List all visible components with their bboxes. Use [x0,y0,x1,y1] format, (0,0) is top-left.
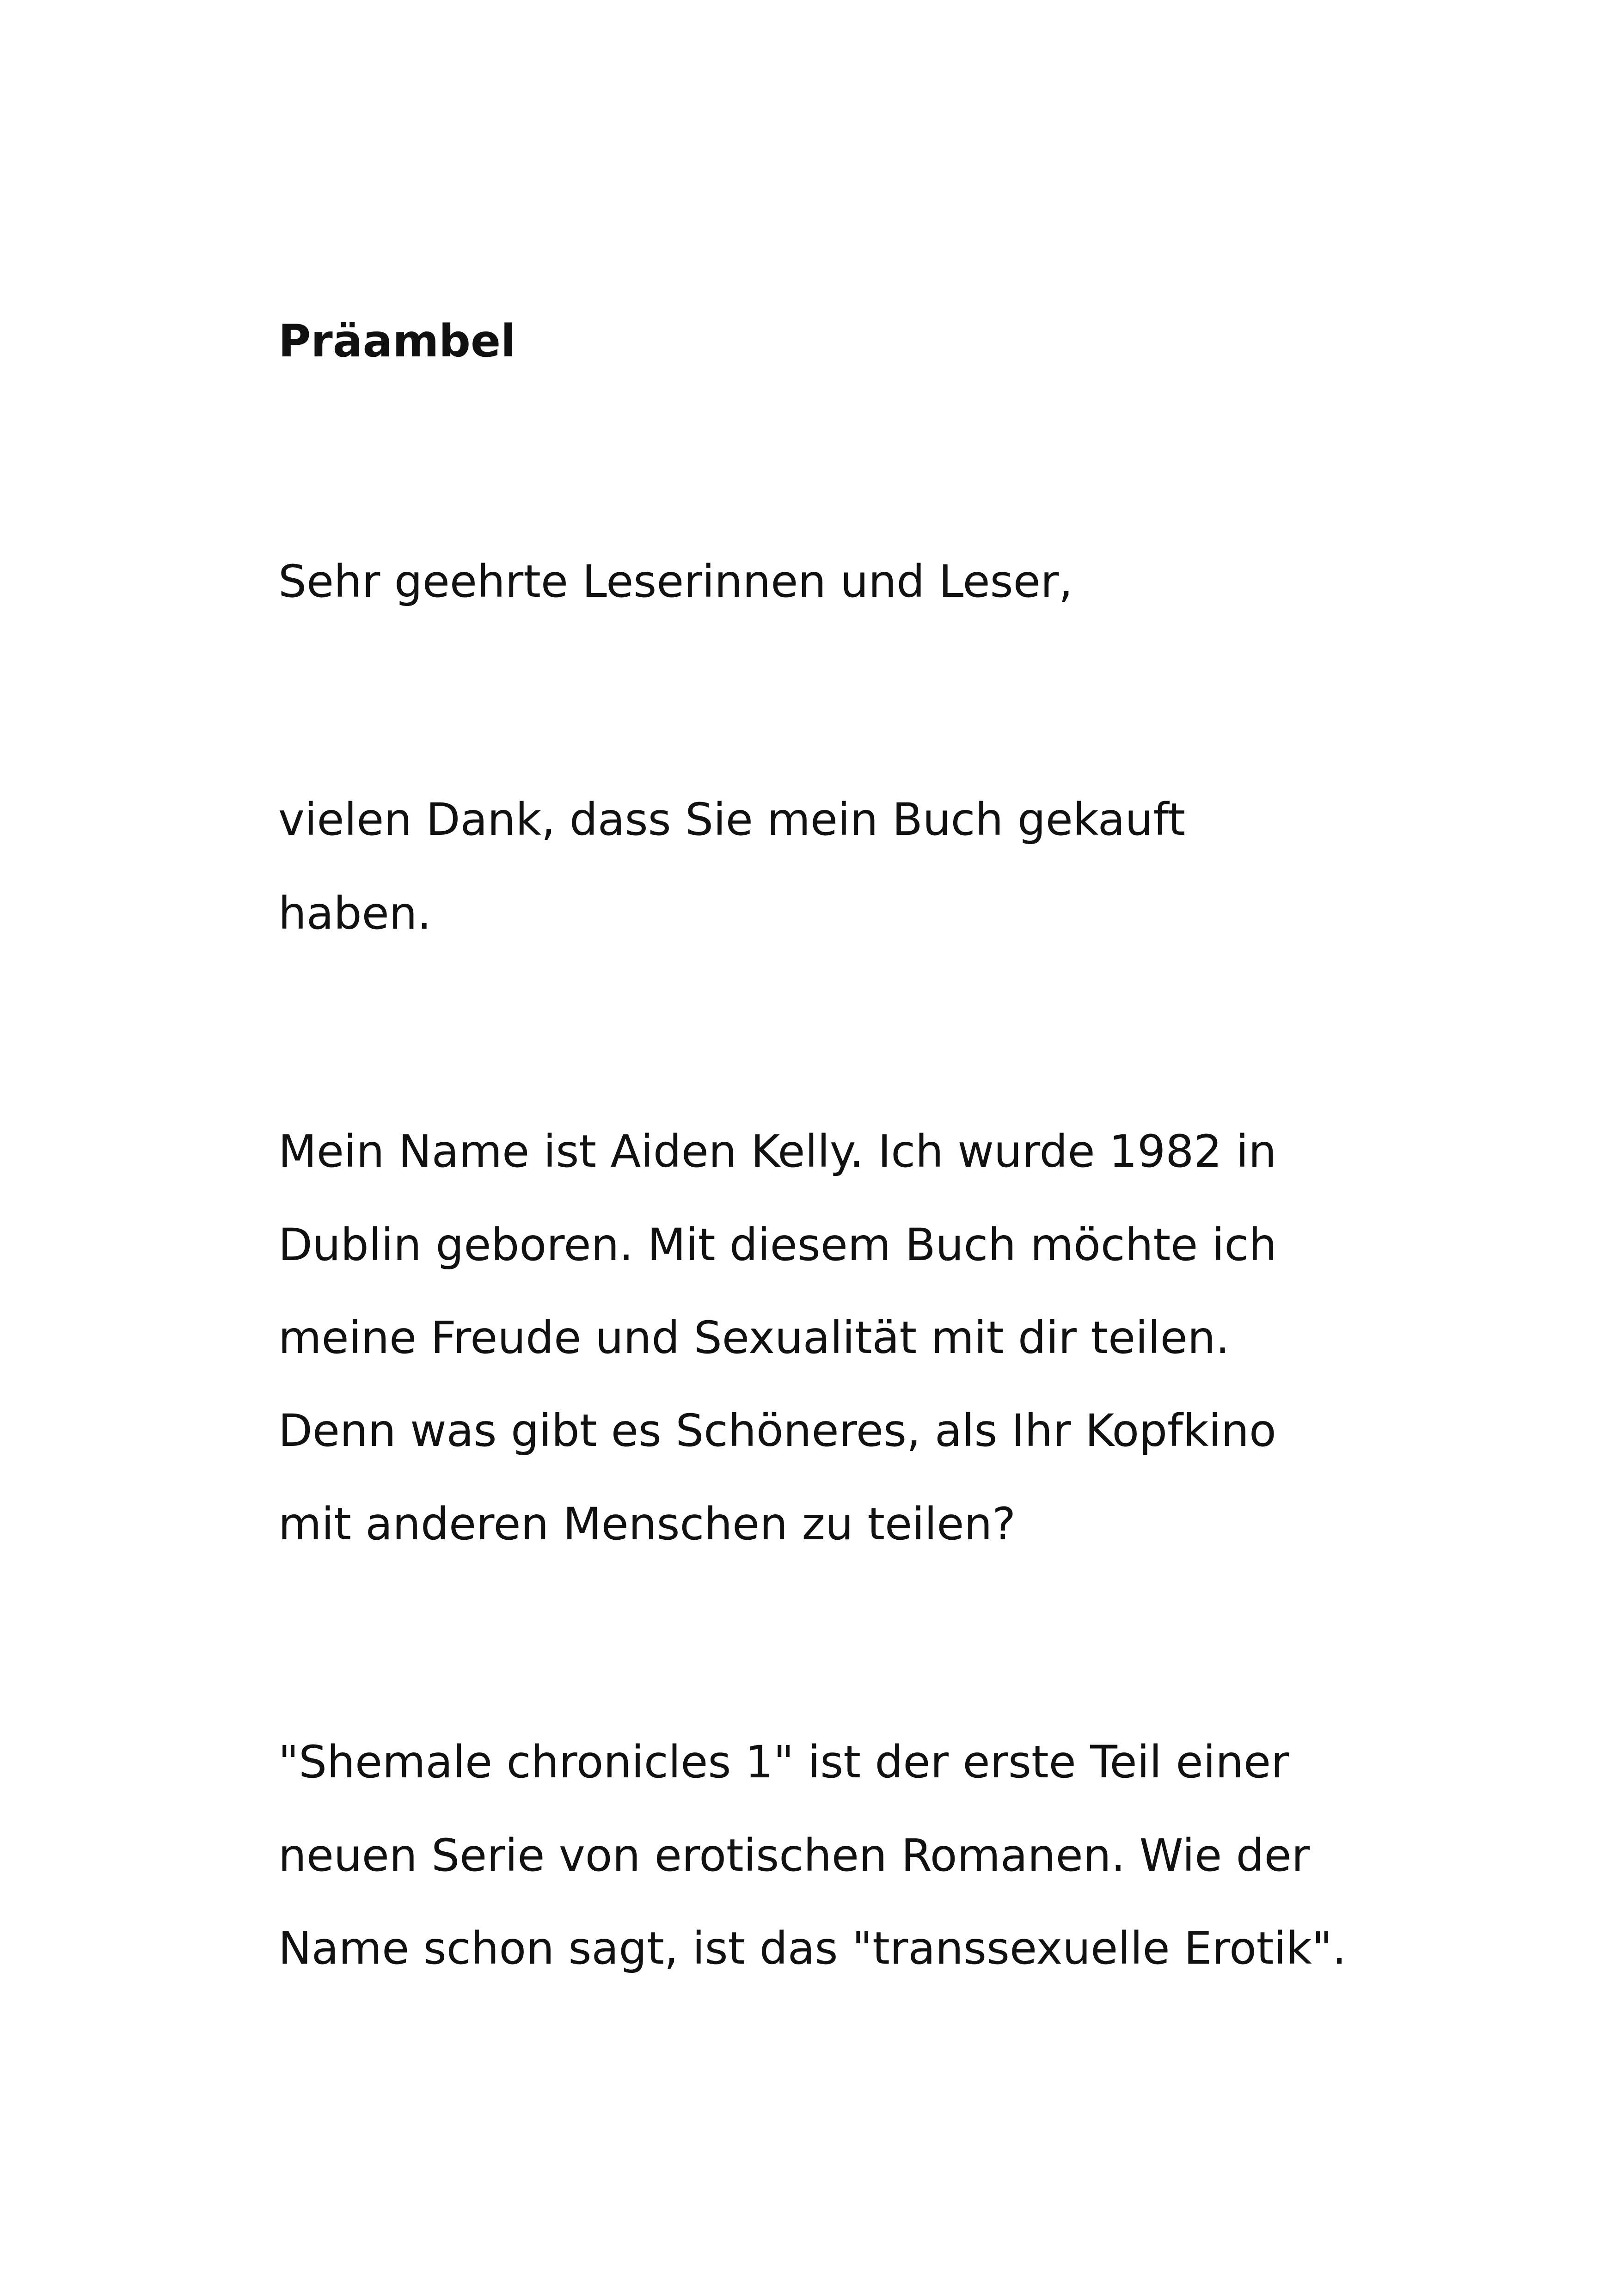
paragraph2-line4: Denn was gibt es Schöneres, als Ihr Kopfkino [278,1405,1276,1457]
heading: Präambel [278,315,516,367]
paragraph2-line1: Mein Name ist Aiden Kelly. Ich wurde 1982 in [278,1126,1277,1177]
paragraph2-line2: Dublin geboren. Mit diesem Buch möchte ich [278,1219,1277,1271]
paragraph1-line1: vielen Dank, dass Sie mein Buch gekauft [278,794,1186,845]
paragraph1-line2: haben. [278,888,432,939]
paragraph3-line1: "Shemale chronicles 1" ist der erste Teil einer [278,1736,1289,1788]
salutation: Sehr geehrte Leserinnen und Leser, [278,556,1073,607]
paragraph3-line2: neuen Serie von erotischen Romanen. Wie der [278,1830,1310,1881]
paragraph2-line3: meine Freude und Sexualität mit dir teilen. [278,1312,1230,1364]
paragraph3-line3: Name schon sagt, ist das "transsexuelle Erotik". [278,1923,1347,1974]
paragraph2-line5: mit anderen Menschen zu teilen? [278,1498,1016,1550]
